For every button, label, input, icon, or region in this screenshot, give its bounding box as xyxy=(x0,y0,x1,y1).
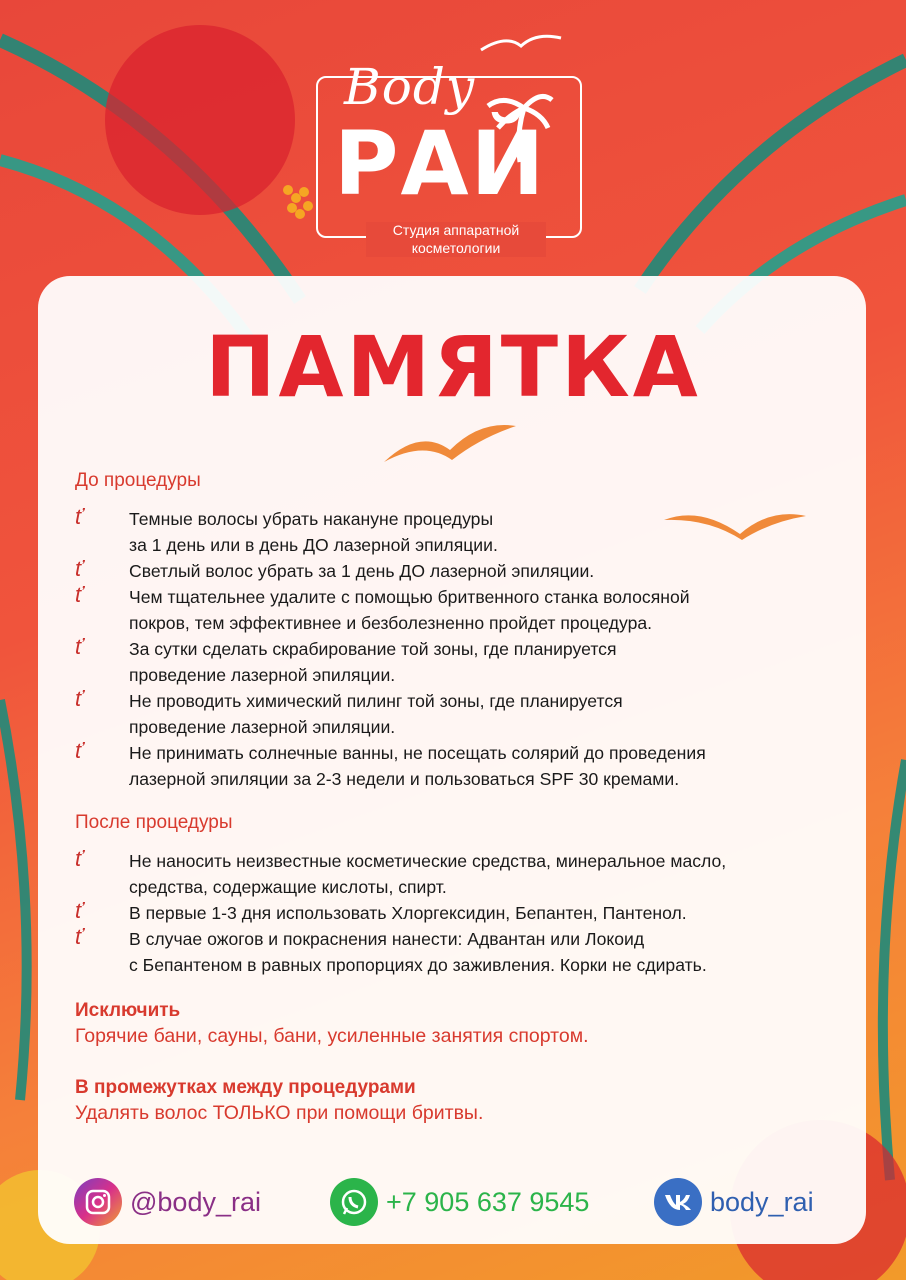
list-item: ť Темные волосы убрать накануне процедуры за 1 день или в день ДО лазерной эпиляции. xyxy=(75,504,498,555)
bullet-icon: ť xyxy=(75,846,83,871)
after-list xyxy=(75,848,835,978)
list-item: ť В первые 1-3 дня использовать Хлоргексидин, Бепантен, Пантенол. xyxy=(75,898,687,923)
exclude-text: Горячие бани, сауны, бани, усиленные занятия спортом. xyxy=(75,1025,589,1047)
list-item: ť В случае ожогов и покраснения нанести: Адвантан или Локоид с Бепантеном в равных пропорциях до заживления. Корки не сдирать. xyxy=(75,924,707,975)
contacts-bar xyxy=(74,1176,844,1228)
seagull-icon xyxy=(476,28,566,58)
list-item: ť Чем тщательнее удалите с помощью бритвенного станка волосяной покров, тем эффективнее и безболезненно пройдет процедура. xyxy=(75,582,690,633)
list-item: ť Не проводить химический пилинг той зоны, где планируется проведение лазерной эпиляции. xyxy=(75,686,623,737)
after-heading: После процедуры xyxy=(75,812,233,833)
instagram-contact[interactable] xyxy=(74,1176,261,1228)
list-item: ť За сутки сделать скрабирование той зоны, где планируется проведение лазерной эпиляции. xyxy=(75,634,617,685)
between-text: Удалять волос ТОЛЬКО при помощи бритвы. xyxy=(75,1102,484,1124)
vk-contact[interactable] xyxy=(654,1176,814,1228)
logo-rai-text: РАЙ xyxy=(334,112,547,215)
instagram-handle: @body_rai xyxy=(130,1186,261,1217)
bullet-icon: ť xyxy=(75,898,83,923)
before-heading: До процедуры xyxy=(75,470,201,491)
vk-icon xyxy=(654,1178,702,1226)
bullet-icon: ť xyxy=(75,924,83,949)
bullet-icon: ť xyxy=(75,738,83,763)
bullet-icon: ť xyxy=(75,556,83,581)
before-list xyxy=(75,506,835,792)
page-title: ПАМЯТКА xyxy=(205,318,701,416)
logo-body-text: Body xyxy=(344,58,476,116)
vk-handle: body_rai xyxy=(710,1186,814,1217)
bullet-icon: ť xyxy=(75,504,83,529)
list-item: ť Не наносить неизвестные косметические средства, минеральное масло, средства, содержащие кислоты, спирт. xyxy=(75,846,727,897)
logo-subtitle-line2: косметологии xyxy=(411,239,501,256)
berries-decor xyxy=(283,185,313,219)
bullet-icon: ť xyxy=(75,634,83,659)
logo-subtitle-line1: Студия аппаратной xyxy=(392,222,520,238)
between-heading: В промежутках между процедурами xyxy=(75,1077,416,1098)
seagull-icon xyxy=(380,418,520,468)
whatsapp-phone: +7 905 637 9545 xyxy=(386,1186,590,1217)
whatsapp-icon xyxy=(330,1178,378,1226)
bullet-icon: ť xyxy=(75,582,83,607)
whatsapp-contact[interactable] xyxy=(330,1176,589,1228)
brand-logo xyxy=(316,58,584,256)
instagram-icon xyxy=(74,1178,122,1226)
list-item: ť Светлый волос убрать за 1 день ДО лазерной эпиляции. xyxy=(75,556,595,581)
list-item: ť Не принимать солнечные ванны, не посещать солярий до проведения лазерной эпиляции за 2-3 недели и пользоваться SPF 30 кремами. xyxy=(75,738,706,789)
logo-subtitle xyxy=(366,222,546,257)
bullet-icon: ť xyxy=(75,686,83,711)
exclude-heading: Исключить xyxy=(75,1000,181,1021)
